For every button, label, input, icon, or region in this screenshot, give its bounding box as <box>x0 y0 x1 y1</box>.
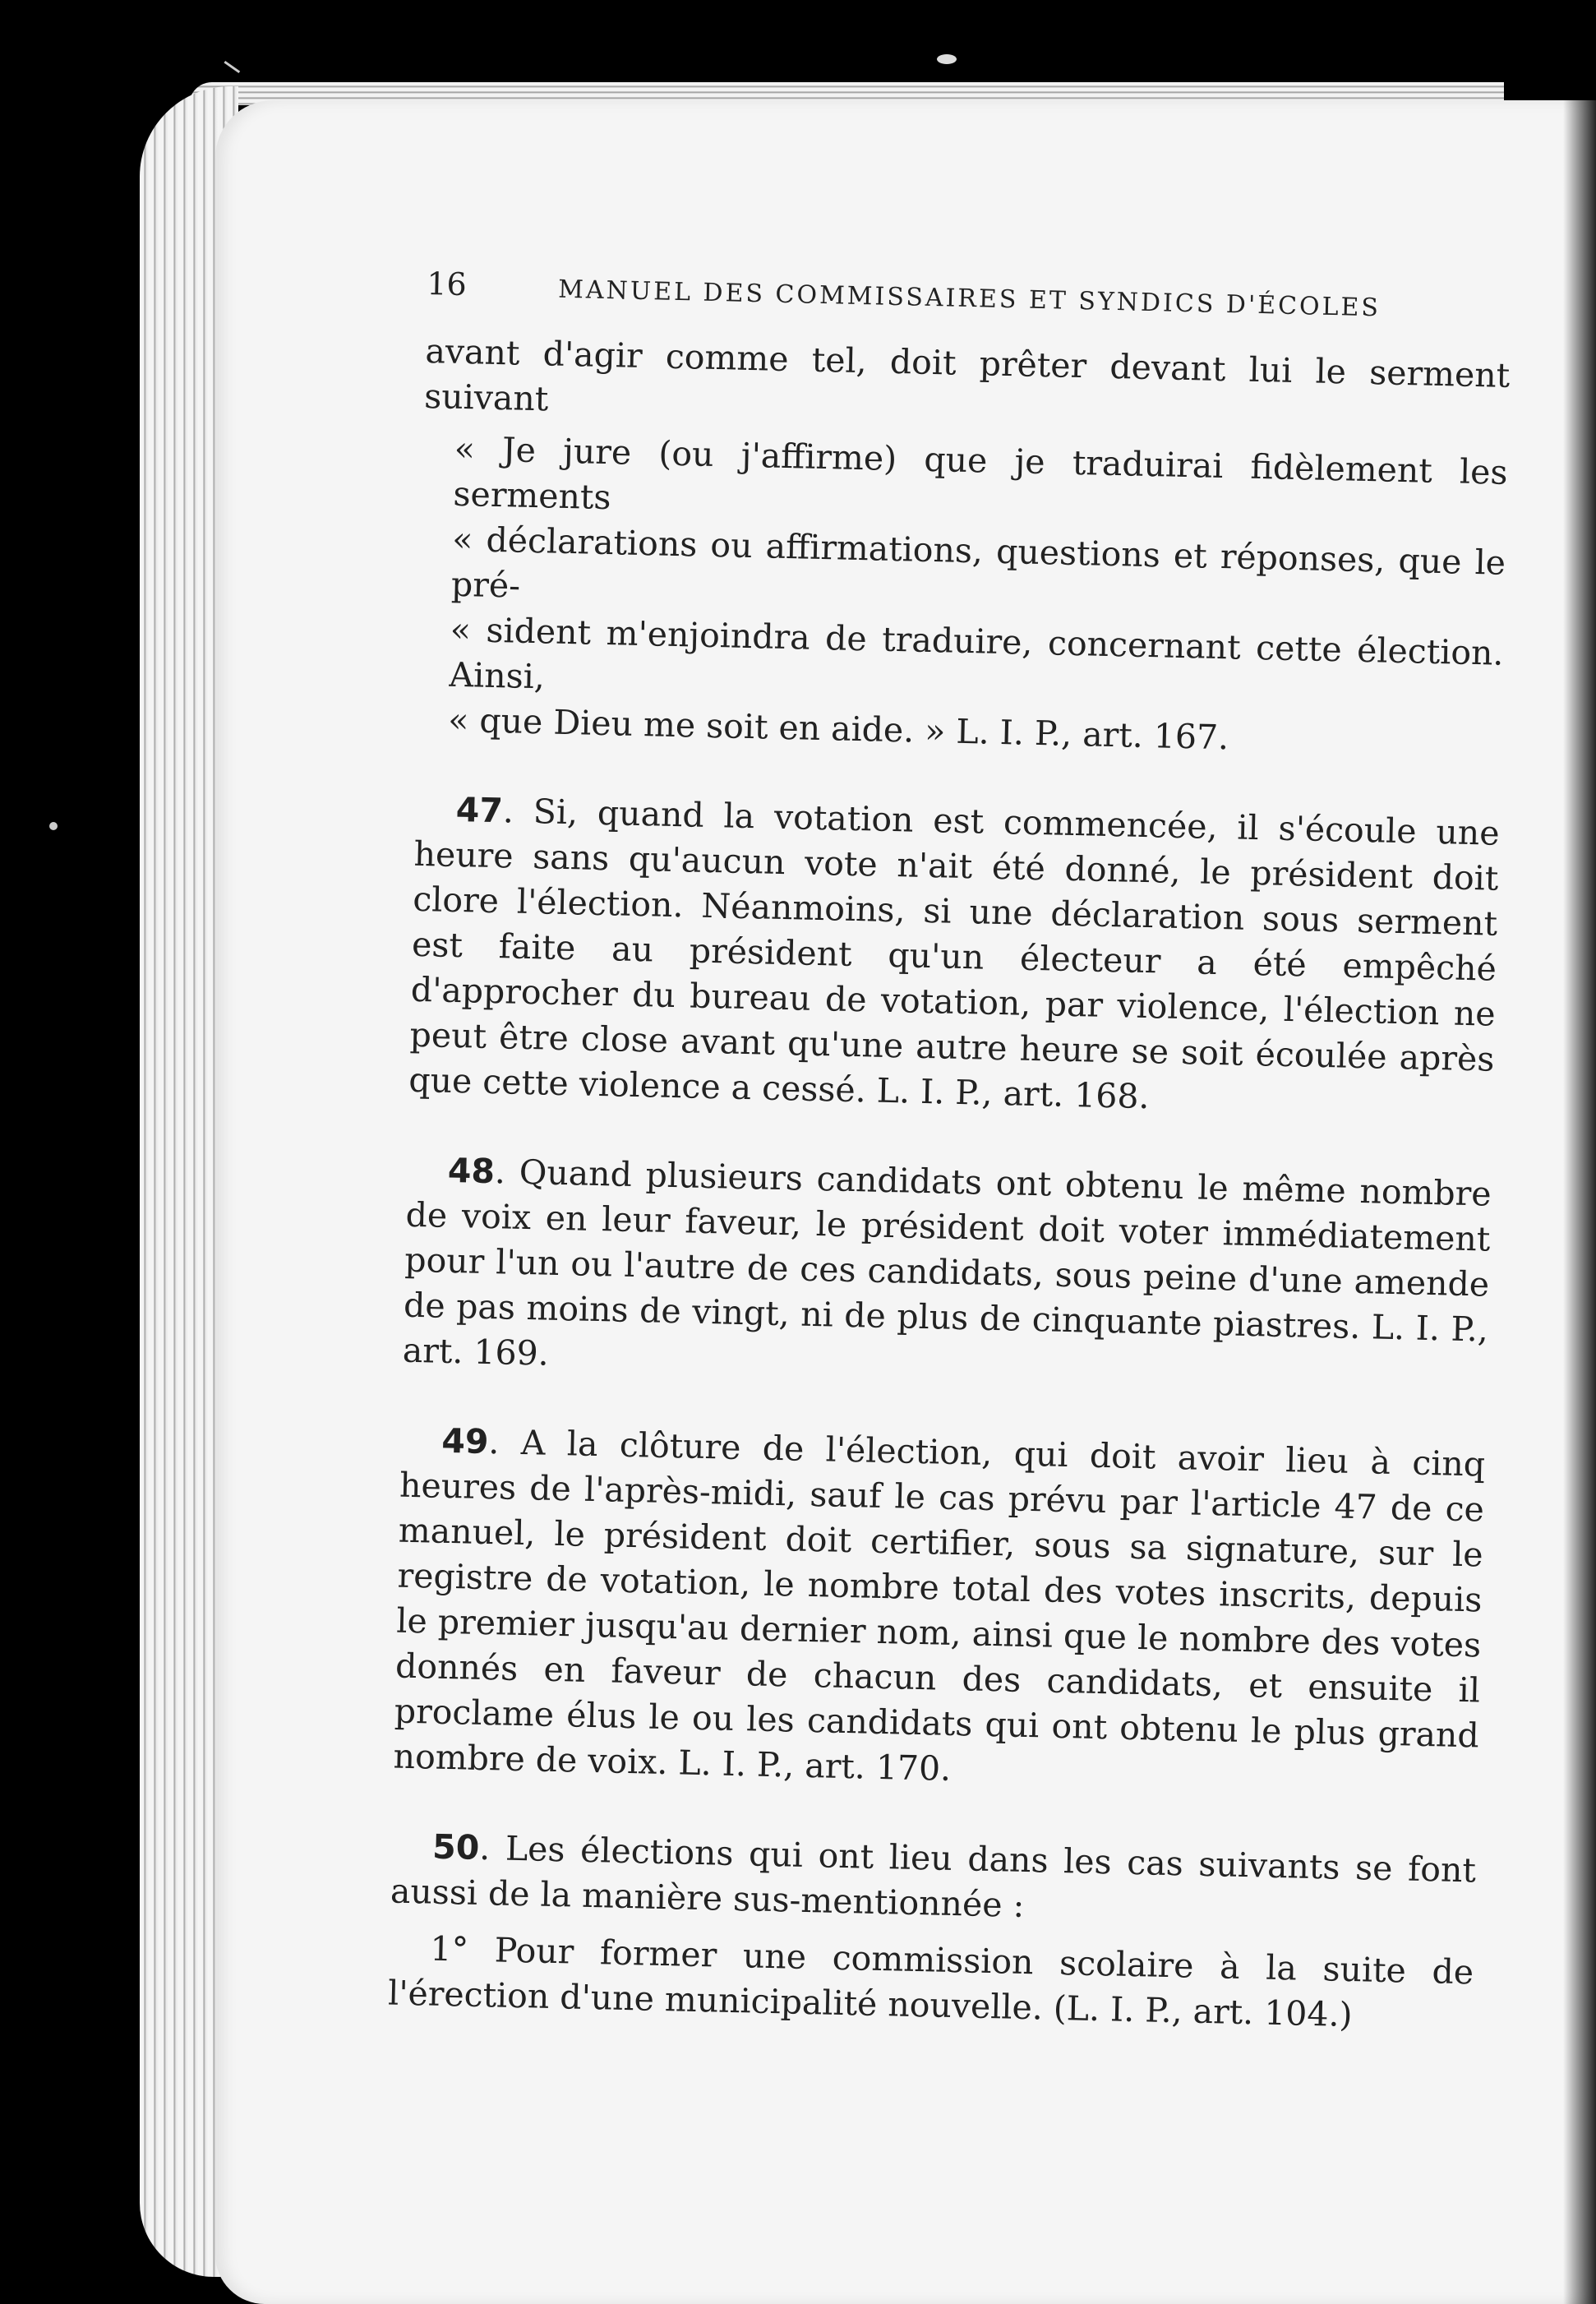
page-content <box>388 261 1512 2040</box>
article-text: Quand plusieurs candidats ont obtenu le même nombre de voix en leur faveur, le président doit voter immédiatement pour l'un ou l'autre de ces candidats, sous peine d'une amende de pas moins de vingt, ni de plus de cinquante piastres. L. I. P., art. 169. <box>402 1152 1492 1374</box>
quote-line: « que Dieu me soit en aide. » L. I. P., art. 167. <box>447 700 1229 758</box>
article-49: 49. A la clôture de l'élection, qui doit avoir lieu à cinq heures de l'après-midi, sauf le cas prévu par l'article 47 de ce manuel, le président doit certifier, sous sa signature, sur le registre de votation, le nombre total des votes inscrits, depuis le premier jusqu'au dernier nom, ainsi que le nombre des votes donnés en faveur de chacun des candidats, et ensuite il proclame élus le ou les candidats qui ont obtenu le plus grand nombre de voix. L. I. P., art. 170. <box>393 1420 1486 1789</box>
running-head: MANUEL DES COMMISSAIRES ET SYNDICS D'ÉCOLES <box>557 275 1382 323</box>
article-48: 48. Quand plusieurs candidats ont obtenu le même nombre de voix en leur faveur, le président doit voter immédiatement pour l'un ou l'autre de ces candidats, sous peine d'une amende de pas moins de vingt, ni de plus de cinquante piastres. L. I. P., art. 169. <box>402 1150 1492 1374</box>
item-marker: 1° <box>429 1928 469 1969</box>
scan-speck <box>937 54 957 64</box>
oath-quote <box>417 426 1508 767</box>
continuation-paragraph: avant d'agir comme tel, doit prêter devant lui le serment suivant <box>423 330 1511 419</box>
article-number: 49 <box>441 1420 490 1462</box>
article-text: Les élections qui ont lieu dans les cas suivants se font aussi de la manière sus-mentionnée : <box>390 1828 1477 1925</box>
article-50: 50. Les élections qui ont lieu dans les cas suivants se font aussi de la manière sus-mentionnée : <box>390 1826 1477 1925</box>
quote-line: « Je jure (ou j'affirme) que je traduirai fidèlement les serments <box>453 428 1509 518</box>
quote-line: « déclarations ou affirmations, questions et réponses, que le pré- <box>450 519 1506 606</box>
article-number: 48 <box>447 1150 496 1192</box>
right-shadow <box>1563 0 1596 2304</box>
scan-speck <box>49 822 58 830</box>
article-text: A la clôture de l'élection, qui doit avoir lieu à cinq heures de l'après-midi, sauf le cas prévu par l'article 47 de ce manuel, le président doit certifier, sous sa signature, sur le registre de votation, le nombre total des votes inscrits, depuis le premier jusqu'au dernier nom, ainsi que le nombre des votes donnés en faveur de chacun des candidats, et ensuite il proclame élus le ou les candidats qui ont obtenu le plus grand nombre de voix. L. I. P., art. 170. <box>393 1422 1486 1789</box>
quote-line: « sident m'enjoindra de traduire, concernant cette élection. Ainsi, <box>449 609 1505 697</box>
article-text: Si, quand la votation est commencée, il s'écoule une heure sans qu'aucun vote n'ait été donné, le président doit clore l'élection. Néanmoins, si une déclaration sous serment est faite au président qu'un électeur a été empêché d'approcher du bureau de votation, par violence, l'élection ne peut être close avant qu'une autre heure se soit écoulée après que cette violence a cessé. L. I. P., art. 168. <box>408 792 1501 1117</box>
article-47: 47. Si, quand la votation est commencée, il s'écoule une heure sans qu'aucun vote n'ait été donné, le président doit clore l'élection. Néanmoins, si une déclaration sous serment est faite au président qu'un électeur a été empêché d'approcher du bureau de votation, par violence, l'élection ne peut être close avant qu'une autre heure se soit écoulée après que cette violence a cessé. L. I. P., art. 168. <box>408 789 1501 1117</box>
page-number: 16 <box>426 265 468 303</box>
article-number: 47 <box>455 789 504 831</box>
article-number: 50 <box>431 1826 480 1868</box>
item-text: Pour former une commission scolaire à la suite de l'érection d'une municipalité nouvelle. (L. I. P., art. 104.) <box>387 1930 1474 2035</box>
